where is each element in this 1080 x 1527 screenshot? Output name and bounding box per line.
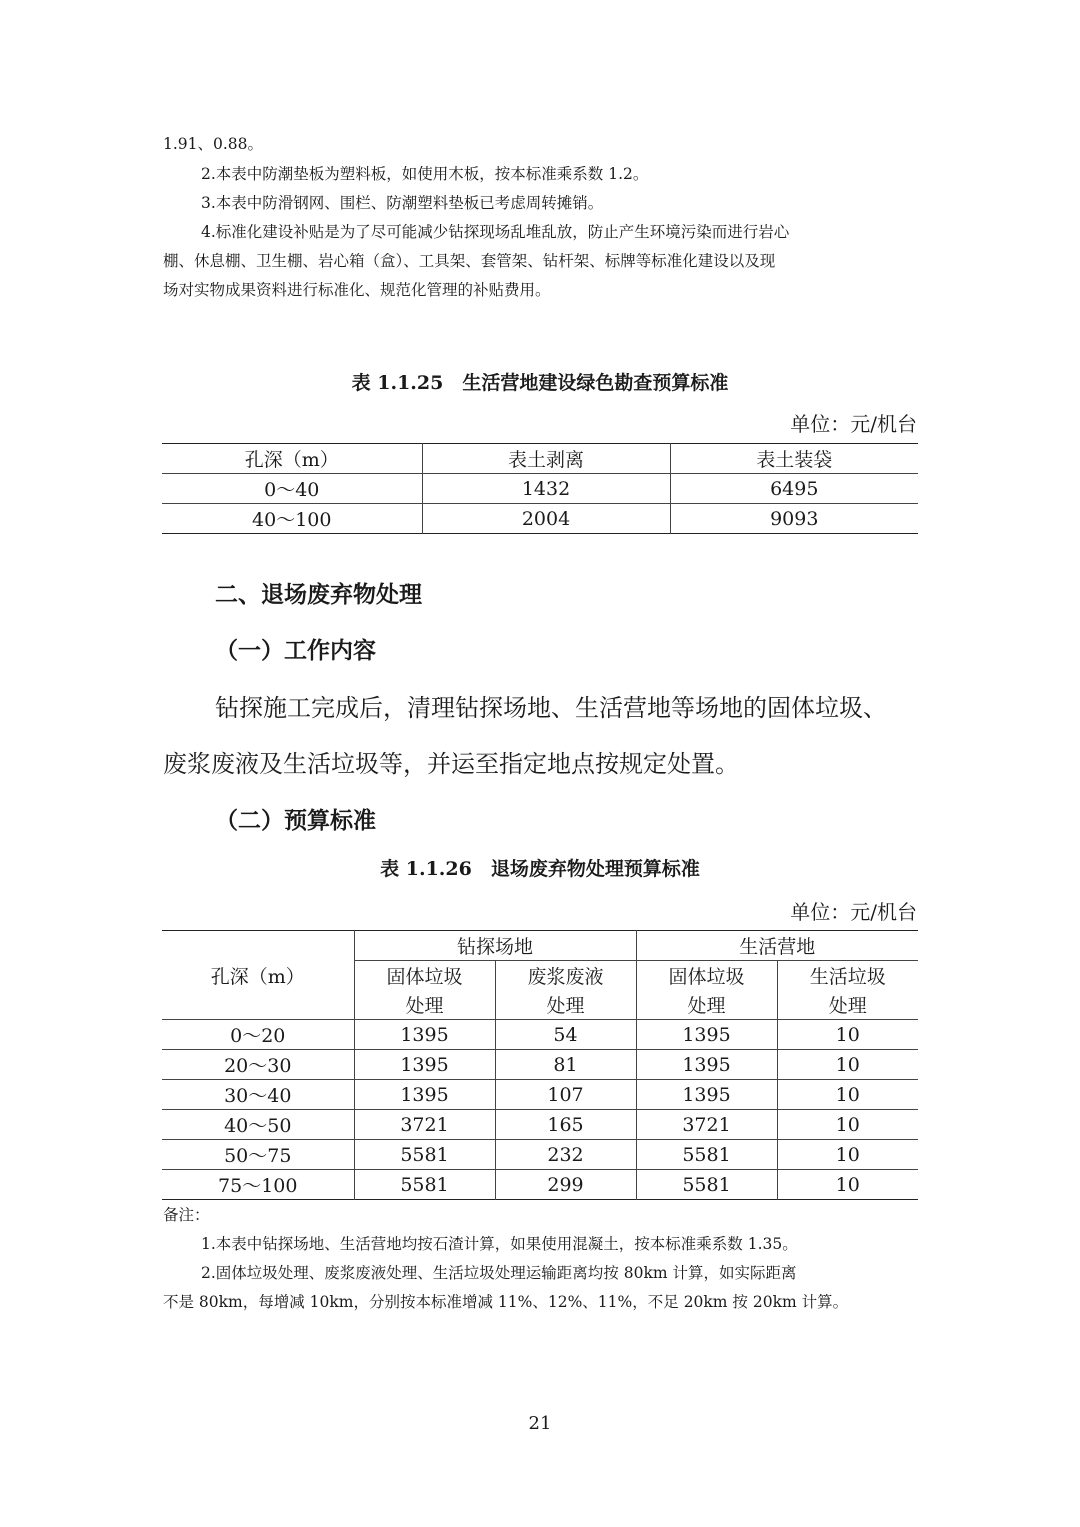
table2-unit: 单位：元/机台	[790, 900, 917, 924]
cell: 54	[495, 1020, 636, 1050]
cell: 75～100	[162, 1170, 354, 1200]
cell: 20～30	[162, 1050, 354, 1080]
subheader-domestic-waste: 生活垃圾	[777, 961, 918, 991]
table2	[162, 930, 918, 1200]
table-group-header-row	[162, 931, 918, 961]
table-row	[162, 1110, 918, 1140]
note-line: 棚、休息棚、卫生棚、岩心箱（盒）、工具架、套管架、钻杆架、标牌等标准化建设以及现	[163, 252, 776, 270]
header-camp: 生活营地	[636, 931, 918, 961]
table-row	[162, 474, 918, 504]
cell: 10	[777, 1170, 918, 1200]
table1-caption: 表 1.1.25 生活营地建设绿色勘查预算标准	[351, 372, 729, 394]
cell: 10	[777, 1080, 918, 1110]
subheader-slurry: 废浆废液	[495, 961, 636, 991]
page-number: 21	[528, 1413, 552, 1434]
header-depth: 孔深（m）	[244, 449, 339, 471]
table-row	[162, 1050, 918, 1080]
table-row	[162, 1170, 918, 1200]
cell: 81	[495, 1050, 636, 1080]
note-line: 1.本表中钻探场地、生活营地均按石渣计算，如果使用混凝土，按本标准乘系数 1.35。	[201, 1235, 798, 1253]
cell: 1395	[636, 1080, 777, 1110]
cell: 3721	[636, 1110, 777, 1140]
section-title: 二、退场废弃物处理	[215, 581, 422, 608]
table-header-row	[162, 444, 918, 474]
cell: 10	[777, 1020, 918, 1050]
note-line: 1.91、0.88。	[163, 135, 264, 153]
cell: 1395	[354, 1050, 495, 1080]
cell: 299	[495, 1170, 636, 1200]
subsection-title-budget: （二）预算标准	[215, 807, 376, 834]
header-drill-site: 钻探场地	[354, 931, 636, 961]
cell: 40～100	[162, 504, 422, 534]
subheader-process: 处理	[354, 990, 495, 1020]
note-line: 场对实物成果资料进行标准化、规范化管理的补贴费用。	[163, 281, 551, 299]
cell: 3721	[354, 1110, 495, 1140]
cell: 5581	[636, 1170, 777, 1200]
cell: 10	[777, 1050, 918, 1080]
note-line: 2.本表中防潮垫板为塑料板，如使用木板，按本标准乘系数 1.2。	[201, 165, 649, 183]
cell: 2004	[422, 504, 670, 534]
table2-caption: 表 1.1.26 退场废弃物处理预算标准	[380, 858, 700, 880]
header-topsoil-strip: 表土剥离	[422, 444, 670, 474]
table1-unit: 单位：元/机台	[790, 412, 917, 436]
note-line: 3.本表中防滑钢网、围栏、防潮塑料垫板已考虑周转摊销。	[201, 194, 604, 212]
cell: 50～75	[162, 1140, 354, 1170]
cell: 107	[495, 1080, 636, 1110]
header-depth: 孔深（m）	[210, 965, 305, 988]
cell: 5581	[354, 1140, 495, 1170]
note-line: 不是 80km，每增减 10km，分别按本标准增减 11%、12%、11%，不足 20km 按 20km 计算。	[163, 1293, 849, 1311]
note-line: 4.标准化建设补贴是为了尽可能减少钻探现场乱堆乱放，防止产生环境污染而进行岩心	[201, 223, 790, 241]
paragraph-line: 钻探施工完成后，清理钻探场地、生活营地等场地的固体垃圾、	[215, 694, 887, 722]
cell: 40～50	[162, 1110, 354, 1140]
subheader-process: 处理	[636, 990, 777, 1020]
subheader-process: 处理	[495, 990, 636, 1020]
subheader-process: 处理	[777, 990, 918, 1020]
subheader-solid-waste: 固体垃圾	[636, 961, 777, 991]
subsection-title-work: （一）工作内容	[215, 637, 376, 664]
paragraph-line: 废浆废液及生活垃圾等，并运至指定地点按规定处置。	[163, 750, 739, 778]
table1	[162, 443, 918, 534]
cell: 1395	[354, 1020, 495, 1050]
cell: 1395	[354, 1080, 495, 1110]
cell: 165	[495, 1110, 636, 1140]
cell: 10	[777, 1110, 918, 1140]
cell: 1432	[422, 474, 670, 504]
cell: 0～20	[162, 1020, 354, 1050]
table-row	[162, 1140, 918, 1170]
table-row	[162, 1020, 918, 1050]
cell: 1395	[636, 1050, 777, 1080]
note-label: 备注：	[163, 1206, 210, 1224]
header-topsoil-bag: 表土装袋	[670, 444, 918, 474]
table-row	[162, 1080, 918, 1110]
cell: 30～40	[162, 1080, 354, 1110]
cell: 6495	[670, 474, 918, 504]
cell: 5581	[636, 1140, 777, 1170]
cell: 0～40	[162, 474, 422, 504]
cell: 9093	[670, 504, 918, 534]
cell: 232	[495, 1140, 636, 1170]
cell: 5581	[354, 1170, 495, 1200]
subheader-solid-waste: 固体垃圾	[354, 961, 495, 991]
cell: 1395	[636, 1020, 777, 1050]
note-line: 2.固体垃圾处理、废浆废液处理、生活垃圾处理运输距离均按 80km 计算，如实际距离	[201, 1264, 797, 1282]
table-row	[162, 504, 918, 534]
cell: 10	[777, 1140, 918, 1170]
